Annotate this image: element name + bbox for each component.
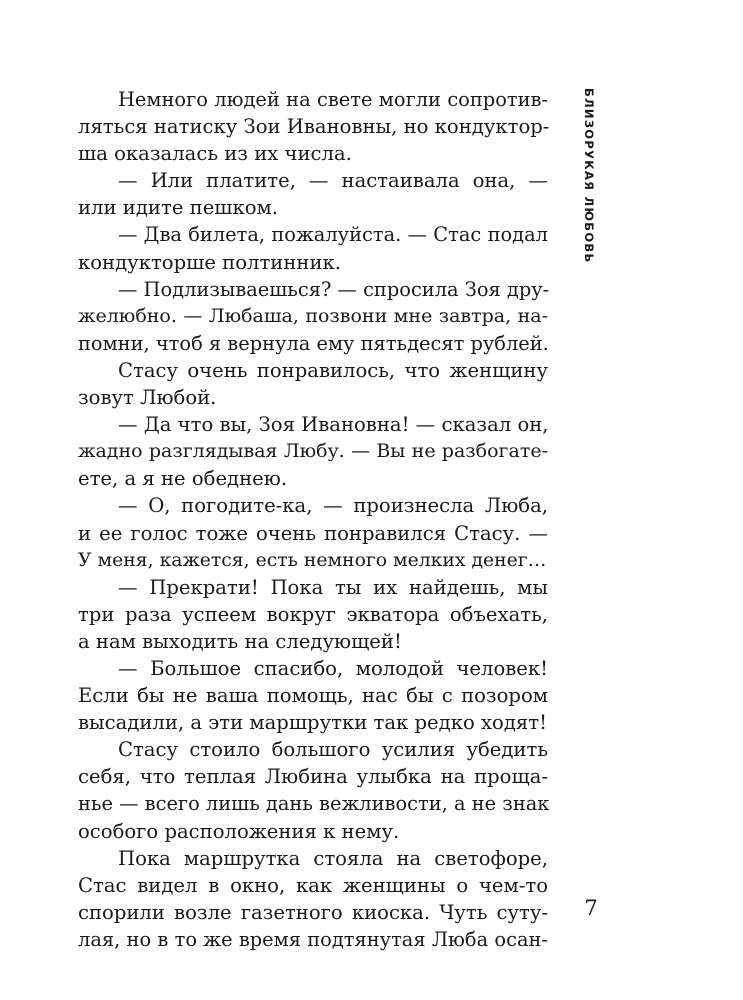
text-line: или идите пешком.: [78, 196, 279, 220]
text-line: помни, чтоб я вернула ему пятьдесят рублей.: [78, 331, 549, 355]
text-line: Стас видел в окно, как женщины о чем-то: [78, 873, 548, 897]
text-line: спорили возле газетного киоска. Чуть суту-: [78, 900, 548, 924]
text-line: высадили, а эти маршрутки так редко ходят!: [78, 711, 547, 735]
running-head: БЛИЗОРУКАЯ ЛЮБОВЬ: [582, 88, 596, 264]
text-line: ете, а я не обеднею.: [78, 467, 288, 491]
text-line: — О, погодите-ка, — произнесла Люба,: [118, 494, 548, 518]
text-line: Немного людей на свете могли сопротив-: [118, 88, 548, 111]
text-line: и ее голос тоже очень понравился Стасу. —: [78, 521, 548, 545]
text-line: Стасу стоило большого усилия убедить: [118, 738, 548, 762]
text-line: — Подлизываешься? — спросила Зоя дру-: [118, 277, 550, 301]
text-line: кондукторше полтинник.: [78, 250, 342, 274]
text-line: У меня, кажется, есть немного мелких денег…: [78, 549, 547, 571]
page-number: 7: [584, 896, 598, 920]
text-line: нье — всего лишь дань вежливости, а не знак: [78, 792, 550, 816]
text-line: желюбно. — Любаша, позвони мне завтра, на-: [78, 304, 548, 327]
text-line: зовут Любой.: [78, 386, 217, 410]
text-line: три раза успеем вокруг экватора объехать,: [78, 602, 548, 626]
text-line: — Большое спасибо, молодой человек!: [118, 656, 548, 680]
text-line: себя, что теплая Любина улыбка на проща-: [78, 765, 548, 789]
text-line: ляться натиску Зои Ивановны, но кондуктор-: [78, 115, 550, 139]
text-line: ша оказалась из их числа.: [78, 142, 352, 166]
text-line: лая, но в то же время подтянутая Люба осан-: [78, 927, 548, 951]
text-line: Стасу очень понравилось, что женщину: [118, 358, 548, 382]
body-text: [78, 86, 548, 953]
text-line: Пока маршрутка стояла на светофоре,: [118, 846, 548, 870]
text-line: особого расположения к нему.: [78, 819, 400, 843]
text-line: жадно разглядывая Любу. — Вы не разбогате-: [78, 440, 548, 463]
text-line: а нам выходить на следующей!: [78, 629, 402, 653]
text-line: Если бы не ваша помощь, нас бы с позором: [78, 684, 548, 708]
text-line: — Два билета, пожалуйста. — Стас подал: [118, 223, 548, 247]
text-line: — Или платите, — настаивала она, —: [118, 169, 548, 193]
text-line: — Да что вы, Зоя Ивановна! — сказал он,: [118, 413, 549, 437]
text-line: — Прекрати! Пока ты их найдешь, мы: [118, 575, 548, 599]
